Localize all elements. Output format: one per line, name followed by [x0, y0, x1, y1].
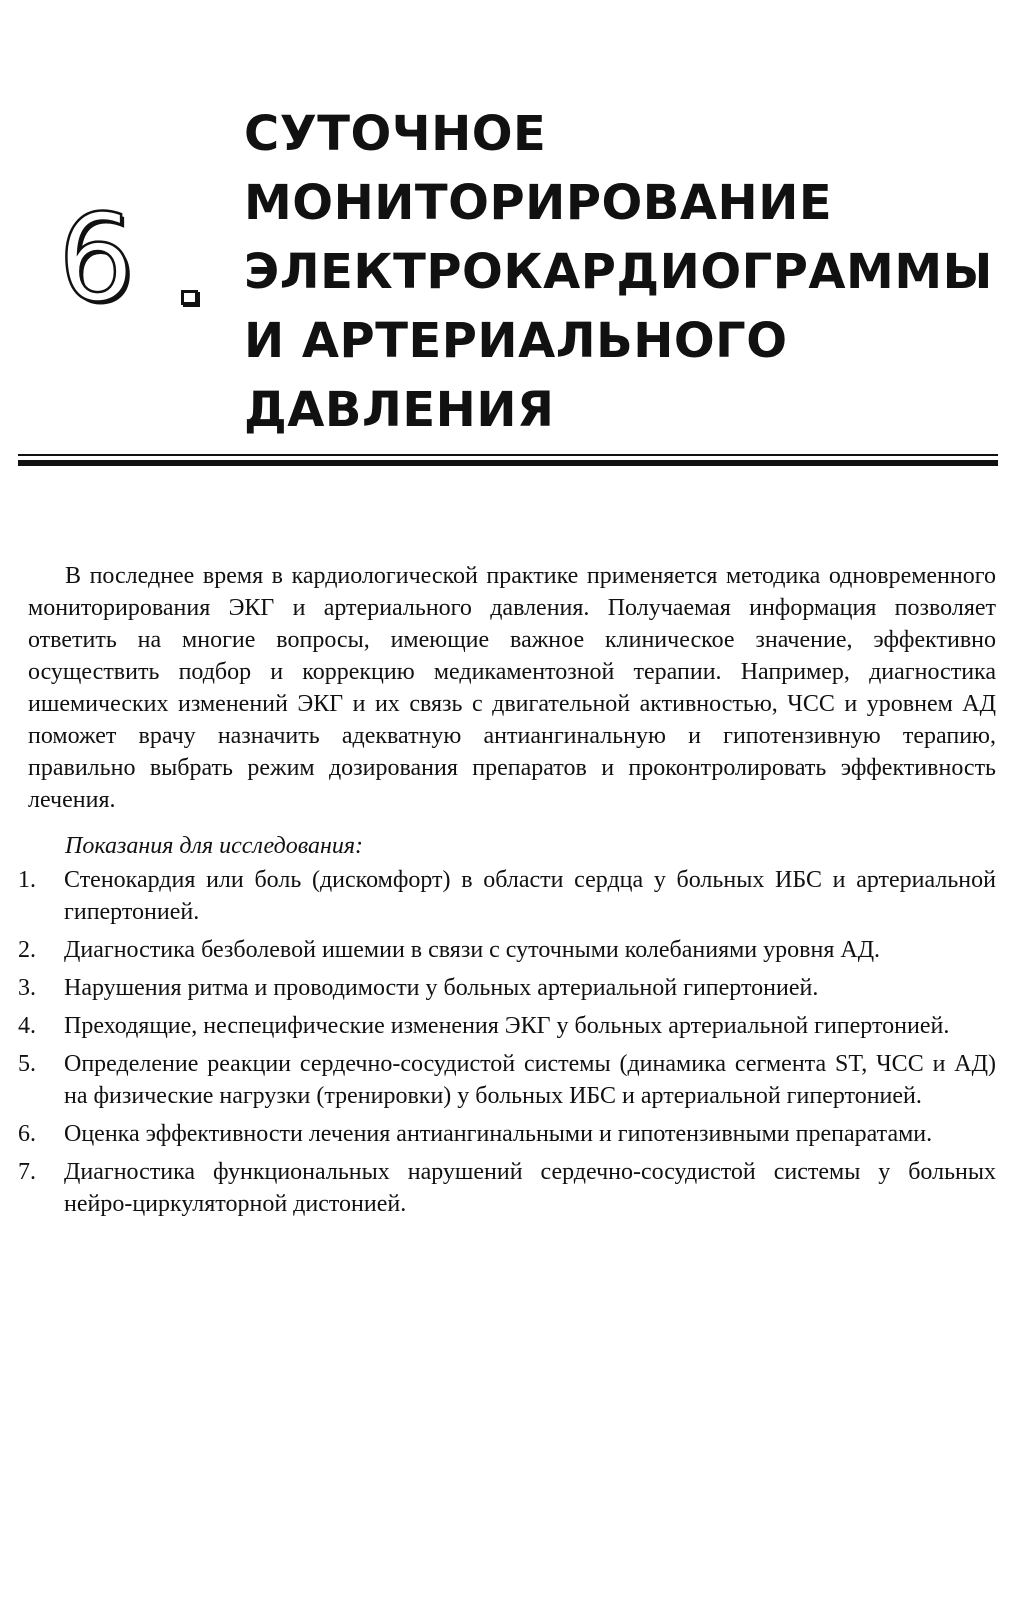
list-item: [18, 864, 996, 928]
indications-list: [18, 864, 996, 1220]
list-item-number: 1.: [18, 867, 36, 893]
chapter-title-line: ДАВЛЕНИЯ: [244, 382, 555, 438]
list-item: [18, 1118, 996, 1150]
chapter-title-line: СУТОЧНОЕ: [244, 106, 547, 162]
body-text: [18, 560, 996, 1226]
list-item: [18, 934, 996, 966]
list-item-text: Стенокардия или боль (дискомфорт) в области сердца у больных ИБС и артериальной гипертонией.: [64, 867, 996, 925]
list-item: [18, 1156, 996, 1220]
list-item-number: 2.: [18, 937, 36, 963]
list-item-text: Диагностика безболевой ишемии в связи с суточными колебаниями уровня АД.: [64, 937, 881, 963]
chapter-title-line: И АРТЕРИАЛЬНОГО: [244, 313, 788, 369]
list-item: [18, 1010, 996, 1042]
list-item-text: Определение реакции сердечно-сосудистой системы (динамика сегмента ST, ЧСС и АД) на физические нагрузки (тренировки) у больных ИБС и артериальной гипертонией.: [64, 1051, 996, 1109]
list-item-number: 7.: [18, 1159, 36, 1185]
indications-heading: Показания для исследования:: [65, 833, 364, 859]
list-item-text: Диагностика функциональных нарушений сердечно-сосудистой системы у больных нейро-циркуляторной дистонией.: [64, 1159, 996, 1217]
list-item: [18, 972, 996, 1004]
list-item-number: 4.: [18, 1013, 36, 1039]
chapter-title-line: ЭЛЕКТРОКАРДИОГРАММЫ: [244, 244, 993, 300]
intro-paragraph: В последнее время в кардиологической практике применяется методика одновременного мониторирования ЭКГ и артериального давления. Получаемая информация позволяет ответить на многие вопросы, имеющие важное клиническое значение, эффективно осуществить подбор и коррекцию медикаментозной терапии. Например, диагностика ишемических изменений ЭКГ и их связь с двигательной активностью, ЧСС и уровнем АД поможет врачу назначить адекватную антиангинальную и гипотензивную терапию, правильно выбрать режим дозирования препаратов и проконтролировать эффективность лечения.: [28, 563, 996, 813]
chapter-title: [244, 100, 993, 445]
list-item-text: Оценка эффективности лечения антиангинальными и гипотензивными препаратами.: [64, 1121, 933, 1147]
list-item-number: 5.: [18, 1051, 36, 1077]
title-rule-thick: [18, 460, 998, 466]
list-item-text: Нарушения ритма и проводимости у больных артериальной гипертонией.: [64, 975, 819, 1001]
chapter-number: 6: [58, 190, 135, 329]
list-item: [18, 1048, 996, 1112]
title-rule-thin: [18, 454, 998, 456]
chapter-title-line: МОНИТОРИРОВАНИЕ: [244, 175, 833, 231]
list-item-number: 3.: [18, 975, 36, 1001]
chapter-box-icon: [181, 290, 198, 305]
list-item-text: Преходящие, неспецифические изменения ЭКГ у больных артериальной гипертонией.: [64, 1013, 950, 1039]
list-item-number: 6.: [18, 1121, 36, 1147]
